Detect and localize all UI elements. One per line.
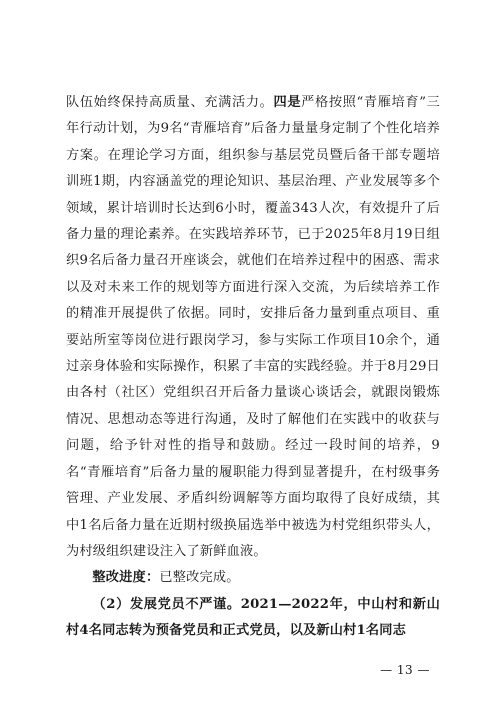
paragraph-1 <box>66 90 440 565</box>
progress-label: 整改进度： <box>92 570 160 586</box>
body-text <box>66 90 440 645</box>
paragraph-1-prefix: 队伍始终保持高质量、充满活力。 <box>66 95 274 110</box>
progress-value: 已整改完成。 <box>159 570 240 586</box>
paragraph-1-rest: 严格按照“青雁培育”三年行动计划，为9名“青雁培育”后备力量量身定制了个性化培养方案。在理论学习方面，组织参与基层党员暨后备干部专题培训班1期，内容涵盖党的理论知识、基层治理、产业发展等多个领域，累计培训时长达到6小时，覆盖343人次，有效提升了后备力量的理论素养。在实践培养环节，已于2025年8月19日组织9名后备力量召开座谈会，就他们在培养过程中的困惑、需求以及对未来工作的规划等方面进行深入交流，为后续培养工作的精准开展提供了依据。同时，安排后备力量到重点项目、重要站所室等岗位进行跟岗学习，参与实际工作项目10余个，通过亲身体验和实际操作，积累了丰富的实践经验。并于8月29日由各村（社区）党组织召开后备力量谈心谈话会，就跟岗锻炼情况、思想动态等进行沟通，及时了解他们在实践中的收获与问题，给予针对性的指导和鼓励。经过一段时间的培养，9名“青雁培育”后备力量的履职能力得到显著提升，在村级事务管理、产业发展、矛盾纠纷调解等方面均取得了良好成绩，其中1名后备力量在近期村级换届选举中被选为村党组织带头人，为村级组织建设注入了新鲜血液。 <box>66 95 440 559</box>
page-number: — 13 — <box>380 663 430 677</box>
paragraph-3: （2）发展党员不严谨。2021—2022年，中山村和新山村4名同志转为预备党员和正式党员，以及新山村1名同志 <box>66 596 440 639</box>
paragraph-1-bold-marker: 四是 <box>273 95 302 110</box>
paragraph-progress <box>66 565 440 591</box>
